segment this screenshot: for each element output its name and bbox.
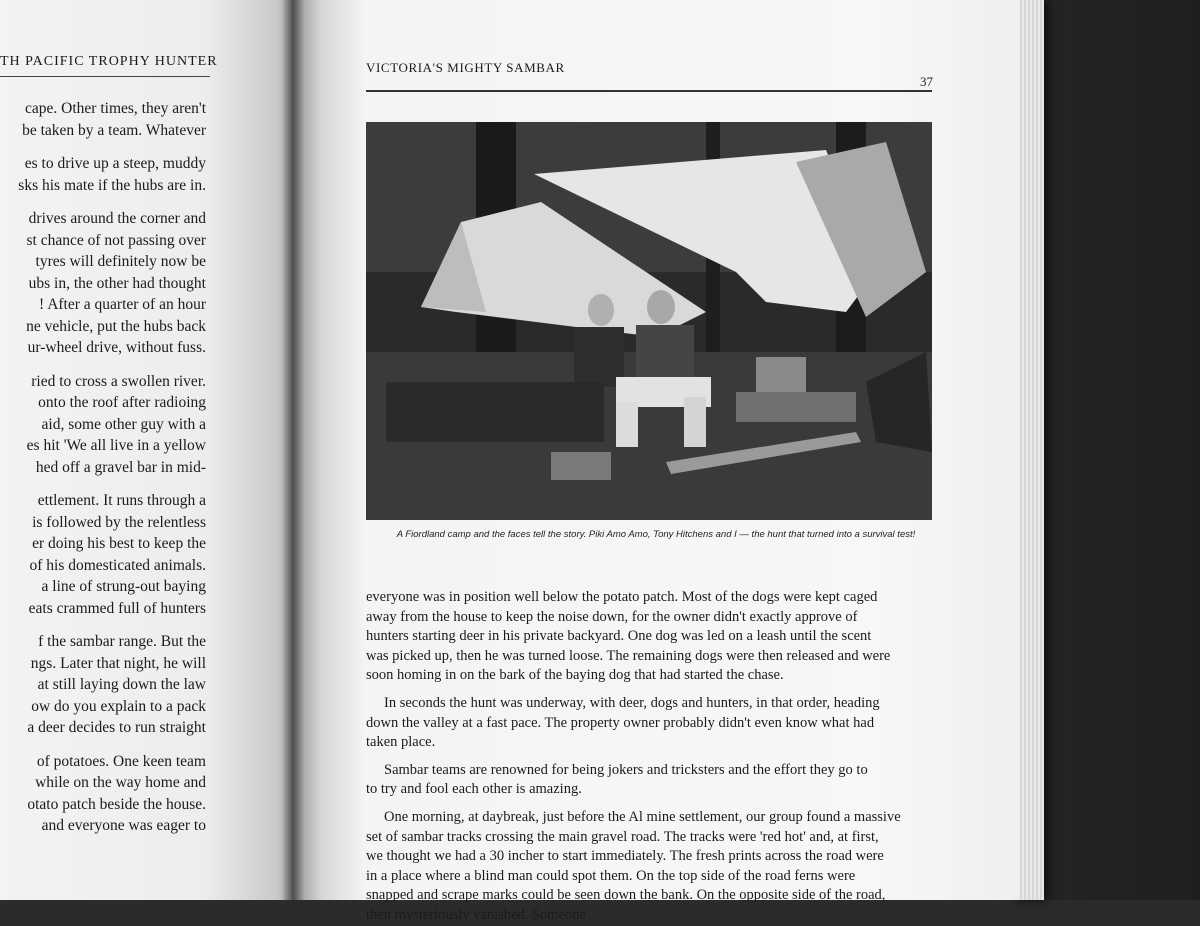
text-line: everyone was in position well below the potato patch. Most of the dogs were kept caged	[366, 589, 878, 605]
text-line: cape. Other times, they aren't	[25, 100, 206, 117]
right-page-text	[366, 588, 942, 926]
text-line: ubs in, the other had thought	[28, 274, 206, 292]
text-line: a line of strung-out baying	[41, 578, 206, 595]
text-line: ow do you explain to a pack	[31, 697, 206, 715]
text-line: hunters starting deer in his private backyard. One dog was led on a leash until the scent	[366, 628, 872, 645]
text-line: be taken by a team. Whatever	[22, 121, 206, 139]
text-line: tyres will definitely now be	[35, 253, 206, 270]
book-gutter	[282, 0, 304, 900]
text-line: in a place where a blind man could spot them. On the top side of the road ferns were	[366, 867, 856, 884]
text-line: at still laying down the law	[37, 676, 206, 693]
text-line: In seconds the hunt was underway, with deer, dogs and hunters, in that order, heading	[384, 694, 880, 711]
left-header-rule	[0, 76, 210, 77]
left-page	[0, 0, 292, 900]
text-line: aid, some other guy with a	[41, 415, 206, 433]
text-line: ettlement. It runs through a	[37, 492, 206, 509]
text-line: ried to cross a swollen river.	[31, 372, 206, 390]
text-line: One morning, at daybreak, just before the Al mine settlement, our group found a massive	[384, 808, 901, 825]
text-line: and everyone was eager to	[41, 817, 206, 834]
text-line: sks his mate if the hubs are in.	[18, 176, 206, 194]
text-line: was picked up, then he was turned loose. The remaining dogs were then released and were	[366, 647, 891, 664]
right-header-rule	[366, 90, 932, 92]
text-line: down the valley at a fast pace. The property owner probably didn't even know what had	[366, 714, 875, 731]
text-line: set of sambar tracks crossing the main gravel road. The tracks were 'red hot' and, at first,	[366, 828, 879, 845]
text-line: otato patch beside the house.	[27, 795, 206, 813]
text-line: a deer decides to run straight	[27, 719, 206, 736]
text-line: f the sambar range. But the	[38, 633, 206, 650]
text-line: er doing his best to keep the	[32, 535, 206, 552]
text-line: es hit 'We all live in a yellow	[26, 437, 206, 454]
text-line: ur-wheel drive, without fuss.	[27, 339, 206, 356]
text-line: is followed by the relentless	[32, 513, 206, 531]
text-line: then mysteriously vanished. Someone	[366, 906, 586, 923]
photo-caption: A Fiordland camp and the faces tell the story. Piki Amo Amo, Tony Hitchens and I — the hunt that turned into a survival test!	[396, 529, 916, 540]
text-line: hed off a gravel bar in mid-	[35, 458, 206, 476]
text-line: eats crammed full of hunters	[28, 599, 206, 617]
text-line: of his domesticated animals.	[29, 556, 206, 574]
text-line: ! After a quarter of an hour	[39, 296, 206, 313]
text-line: ngs. Later that night, he will	[30, 654, 206, 672]
left-running-head: TH PACIFIC TROPHY HUNTER	[0, 54, 218, 69]
text-line: to try and fool each other is amazing.	[366, 781, 582, 798]
text-line: snapped and scrape marks could be seen down the bank. On the opposite side of the road,	[366, 887, 886, 904]
text-line: soon homing in on the bark of the baying dog that had started the chase.	[366, 667, 784, 684]
text-line: es to drive up a steep, muddy	[24, 155, 206, 172]
left-page-text	[0, 98, 206, 837]
right-running-head: VICTORIA'S MIGHTY SAMBAR	[366, 60, 565, 75]
text-line: Sambar teams are renowned for being jokers and tricksters and the effort they go to	[384, 761, 868, 778]
page-number: 37	[920, 74, 933, 89]
text-line: st chance of not passing over	[26, 231, 206, 249]
text-line: of potatoes. One keen team	[36, 752, 206, 770]
text-line: ne vehicle, put the hubs back	[26, 317, 206, 335]
text-line: away from the house to keep the noise down, for the owner didn't exactly approve of	[366, 608, 858, 625]
text-line: we thought we had a 30 incher to start immediately. The fresh prints across the road were	[366, 848, 884, 865]
text-line: taken place.	[366, 734, 436, 751]
camp-photograph	[366, 122, 932, 520]
text-line: drives around the corner and	[28, 210, 206, 227]
text-line: onto the roof after radioing	[38, 394, 206, 411]
camp-photograph-illustration	[366, 122, 932, 520]
text-line: while on the way home and	[35, 774, 206, 791]
